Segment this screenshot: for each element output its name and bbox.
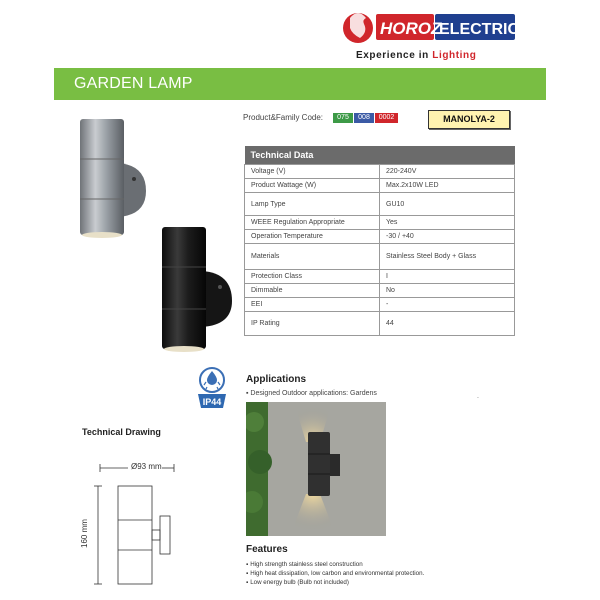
model-badge: MANOLYA-2 — [428, 110, 510, 129]
spec-label: Dimmable — [245, 284, 380, 298]
table-row — [245, 179, 515, 193]
width-dimension-label: Ø93 mm — [131, 462, 162, 471]
spec-value: GU10 — [380, 193, 515, 216]
table-row — [245, 244, 515, 270]
application-photo — [246, 402, 386, 536]
product-code-label: Product&Family Code: — [243, 113, 324, 122]
spec-label: WEEE Regulation Appropriate — [245, 216, 380, 230]
page-title: GARDEN LAMP — [74, 75, 193, 92]
applications-text: ▪ Designed Outdoor applications: Gardens — [246, 390, 377, 397]
applications-title: Applications — [246, 374, 307, 385]
list-item: ▪ High heat dissipation, low carbon and environmental protection. — [246, 569, 424, 578]
brand-name-part2: ELECTRIC — [439, 21, 519, 38]
ip44-badge-text: IP44 — [202, 397, 222, 407]
spec-value: I — [380, 270, 515, 284]
product-image-black — [158, 225, 236, 353]
list-item: ▪ Low energy bulb (Bulb not included) — [246, 578, 424, 587]
ip44-badge-icon — [196, 366, 228, 412]
table-row — [245, 165, 515, 179]
family-code-segment: 008 — [354, 113, 374, 123]
spec-value: 44 — [380, 312, 515, 336]
features-list — [246, 560, 424, 587]
technical-data-title: Technical Data — [245, 146, 515, 165]
product-code-segment: 075 — [333, 113, 353, 123]
technical-drawing — [88, 460, 188, 592]
spec-value: -30 / +40 — [380, 230, 515, 244]
spec-label: Voltage (V) — [245, 165, 380, 179]
spec-label: Operation Temperature — [245, 230, 380, 244]
technical-drawing-title: Technical Drawing — [82, 427, 161, 437]
spec-value: 220-240V — [380, 165, 515, 179]
stray-mark: . — [477, 393, 479, 400]
spec-label: Materials — [245, 244, 380, 270]
spec-label: Product Wattage (W) — [245, 179, 380, 193]
item-code-segment: 0002 — [375, 113, 398, 123]
list-item: ▪ High strength stainless steel construction — [246, 560, 424, 569]
product-image-silver — [78, 117, 150, 241]
spec-value: - — [380, 298, 515, 312]
table-row — [245, 216, 515, 230]
brand-tagline: Experience in Lighting — [356, 50, 477, 61]
title-bar — [54, 68, 546, 100]
spec-value: Stainless Steel Body + Glass — [380, 244, 515, 270]
table-row — [245, 230, 515, 244]
table-row — [245, 270, 515, 284]
table-row — [245, 193, 515, 216]
spec-value: No — [380, 284, 515, 298]
brand-name-part1: HOROZ — [380, 19, 442, 38]
spec-label: Lamp Type — [245, 193, 380, 216]
spec-value: Max.2x10W LED — [380, 179, 515, 193]
table-row — [245, 312, 515, 336]
height-dimension-label: 160 mm — [80, 519, 89, 548]
features-title: Features — [246, 544, 288, 555]
technical-data-table — [244, 146, 515, 336]
table-row — [245, 284, 515, 298]
spec-label: Protection Class — [245, 270, 380, 284]
table-row — [245, 298, 515, 312]
spec-value: Yes — [380, 216, 515, 230]
spec-label: EEI — [245, 298, 380, 312]
spec-label: IP Rating — [245, 312, 380, 336]
